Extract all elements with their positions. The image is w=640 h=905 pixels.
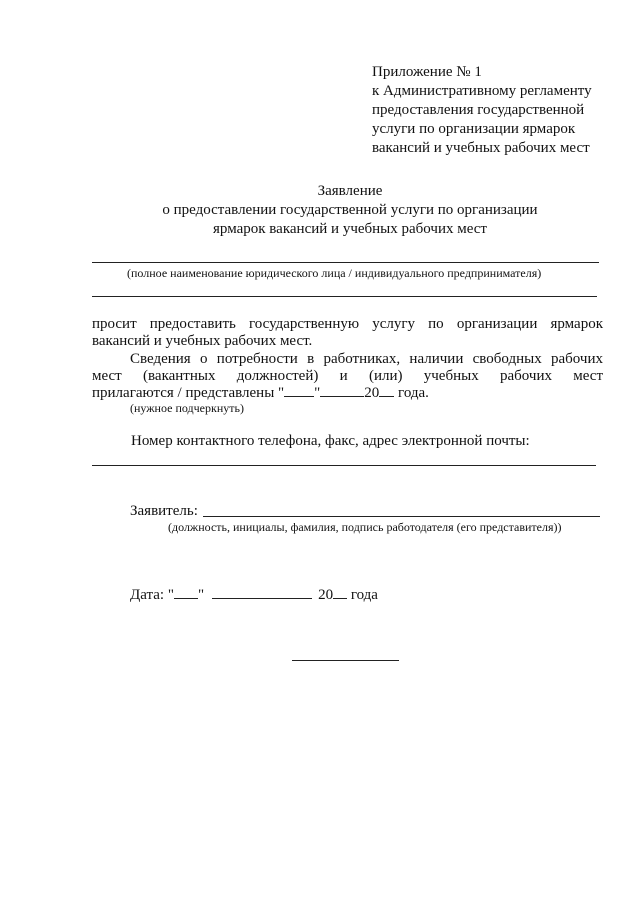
title-subtitle: о предоставлении государственной услуги по организации [162, 202, 538, 218]
appendix-line: вакансий и учебных рабочих мест [372, 140, 590, 156]
year-prefix: 20 [364, 385, 380, 401]
date-quote-close: " [197, 587, 205, 603]
date-day-blank [174, 586, 198, 599]
day-blank [284, 384, 314, 397]
date-row [130, 586, 378, 605]
date-month-blank [212, 586, 312, 599]
org-name-caption: (полное наименование юридического лица / индивидуального предпринимателя) [127, 266, 542, 280]
appendix-line: услуги по организации ярмарок [372, 121, 576, 137]
month-blank [320, 384, 364, 397]
applicant-caption: (должность, инициалы, фамилия, подпись работодателя (его представителя)) [168, 520, 562, 534]
underline-note: (нужное подчеркнуть) [130, 401, 244, 415]
appendix-line: Приложение № 1 [372, 64, 482, 80]
info-line: Сведения о потребности в работниках, наличии свободных рабочих [130, 351, 603, 367]
date-label: Дата: " [130, 587, 174, 603]
applicant-label: Заявитель: [130, 503, 198, 519]
year-blank [379, 384, 394, 397]
date-year-suffix: года [350, 587, 378, 603]
contact-line [92, 465, 596, 466]
document-title [0, 182, 640, 239]
date-year-blank [333, 586, 347, 599]
info-line: мест (вакантных должностей) и (или) учебных рабочих мест [92, 368, 603, 384]
date-year-prefix: 20 [318, 587, 334, 603]
request-line: вакансий и учебных рабочих мест. [92, 333, 313, 349]
appendix-block [372, 63, 592, 158]
appendix-line: предоставления государственной [372, 102, 585, 118]
title-heading: Заявление [317, 183, 383, 199]
request-line: просит предоставить государственную услугу по организации ярмарок [92, 316, 603, 332]
title-subtitle: ярмарок вакансий и учебных рабочих мест [213, 221, 487, 237]
info-line-3-mid: " [314, 385, 321, 401]
appendix-line: к Административному регламенту [372, 83, 592, 99]
info-line-3-start: прилагаются / представлены " [92, 385, 285, 401]
closing-separator [292, 660, 399, 661]
contact-label: Номер контактного телефона, факс, адрес электронной почты: [131, 433, 530, 449]
org-name-line [92, 262, 599, 263]
info-line-3-end: года. [394, 385, 429, 401]
applicant-line [203, 516, 600, 517]
org-name-line-2 [92, 296, 597, 297]
